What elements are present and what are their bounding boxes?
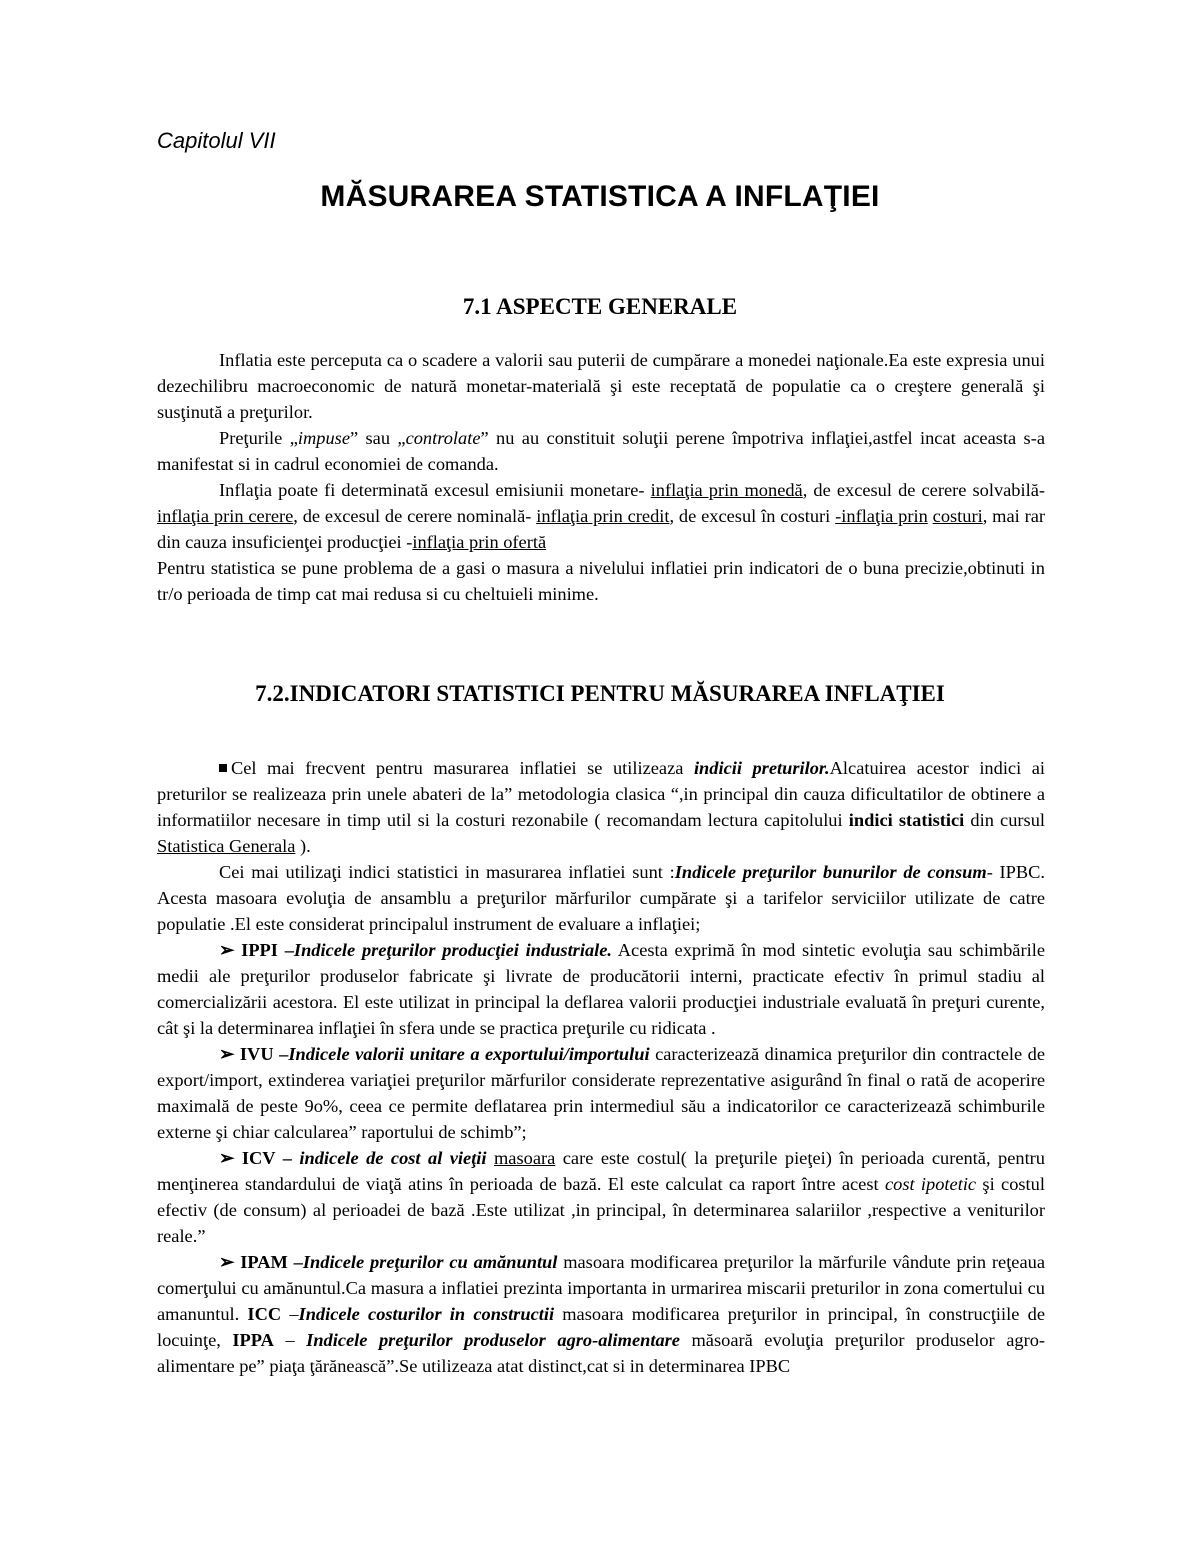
page-title: MĂSURAREA STATISTICA A INFLAŢIEI — [320, 180, 880, 213]
paragraph: Preţurile „impuse” sau „controlate” nu au constituit soluţii perene împotriva inflaţiei,astfel incat aceasta s-a manifestat si in cadrul economiei de comanda. — [157, 428, 1045, 474]
section-7-1-body — [157, 347, 1045, 607]
paragraph: Cel mai frecvent pentru masurarea inflatiei se utilizeaza indicii preturilor.Alcatuirea acestor indici ai preturilor se realizeaza prin unele abateri de la” metodologia clasica “,in principal din cauza dificultatilor de obtinere a informatiilor necesare in timp util si la costuri rezonabile ( recomandam lectura capitolului indici statistici din cursul Statistica Generala ). — [157, 758, 1046, 856]
paragraph: ➢ IVU –Indicele valorii unitare a exportului/importului caracterizează dinamica preţurilor din contractele de export/import, extinderea variaţiei preţurilor mărfurilor considerate reprezentative asigurând în final o rată de acoperire maximală de peste 9o%, ceea ce permite deflatarea prin intermediul său a indicatorilor ce caracterizează schimburile externe şi chiar calcularea” raportului de schimb”; — [157, 1044, 1046, 1142]
paragraph: ➢ ICV – indicele de cost al vieţii masoara care este costul( la preţurile pieţei) în perioada curentă, pentru menţinerea standardului de viaţă atins în perioada de bază. El este calculat ca raport între acest cost ipotetic şi costul efectiv (de consum) al perioadei de bază .Este utilizat ,in principal, în determinarea salariilor ,respective a veniturilor reale.” — [157, 1148, 1045, 1246]
paragraph: Pentru statistica se pune problema de a gasi o masura a nivelului inflatiei prin indicatori de o buna precizie,obtinuti in tr/o perioada de timp cat mai redusa si cu cheltuieli minime. — [157, 558, 1045, 604]
section-7-2-body — [157, 755, 1045, 1379]
section-heading-7-1: 7.1 ASPECTE GENERALE — [462, 294, 738, 319]
paragraph: ➢ IPAM –Indicele preţurilor cu amănuntul masoara modificarea preţurilor la mărfurile vândute prin reţeaua comerţului cu amănuntul.Ca masura a inflatiei prezinta importanta in urmarirea miscarii preturilor in zona comertului cu amanuntul. ICC –Indicele costurilor in constructii masoara modificarea preţurilor in principal, în construcţiile de locuinţe, IPPA – Indicele preţurilor produselor agro-alimentare măsoară evoluţia preţurilor produselor agro-alimentare pe” piaţa ţărănească”.Se utilizeaza atat distinct,cat si in determinarea IPBC — [157, 1252, 1046, 1376]
paragraph: ➢ IPPI –Indicele preţurilor producţiei industriale. Acesta exprimă în mod sintetic evoluţia sau schimbările medii ale preţurilor produselor fabricate şi livrate de producătorii interni, practicate efectiv în primul stadiu al comercializării acestora. El este utilizat in principal la deflarea valorii producţiei industriale evaluată în preţuri curente, cât şi la determinarea inflaţiei în sfera unde se practica preţurile cu ridicata . — [157, 940, 1045, 1038]
paragraph: Cei mai utilizaţi indici statistici in masurarea inflatiei sunt :Indicele preţurilor bunurilor de consum- IPBC. Acesta masoara evoluţia de ansamblu a preţurilor mărfurilor cumpărate şi a tarifelor serviciilor utilizate de catre populatie .El este considerat principalul instrument de evaluare a inflaţiei; — [157, 862, 1046, 934]
paragraph: Inflaţia poate fi determinată excesul emisiunii monetare- inflaţia prin monedă, de excesul de cerere solvabilă- inflaţia prin cerere, de excesul de cerere nominală- inflaţia prin credit, de excesul în costuri -inflaţia prin costuri, mai rar din cauza insuficienţei producţiei -inflaţia prin ofertă — [157, 480, 1046, 552]
section-heading-7-2: 7.2.INDICATORI STATISTICI PENTRU MĂSURAREA INFLAŢIEI — [255, 681, 945, 706]
bullet-icon — [219, 764, 227, 772]
chapter-label: Capitolul VII — [157, 128, 276, 153]
paragraph: Inflatia este perceputa ca o scadere a valorii sau puterii de cumpărare a monedei naţionale.Ea este expresia unui dezechilibru macroeconomic de natură monetar-materială şi este receptată de populatie ca o creştere generală şi susţinută a preţurilor. — [157, 350, 1045, 422]
